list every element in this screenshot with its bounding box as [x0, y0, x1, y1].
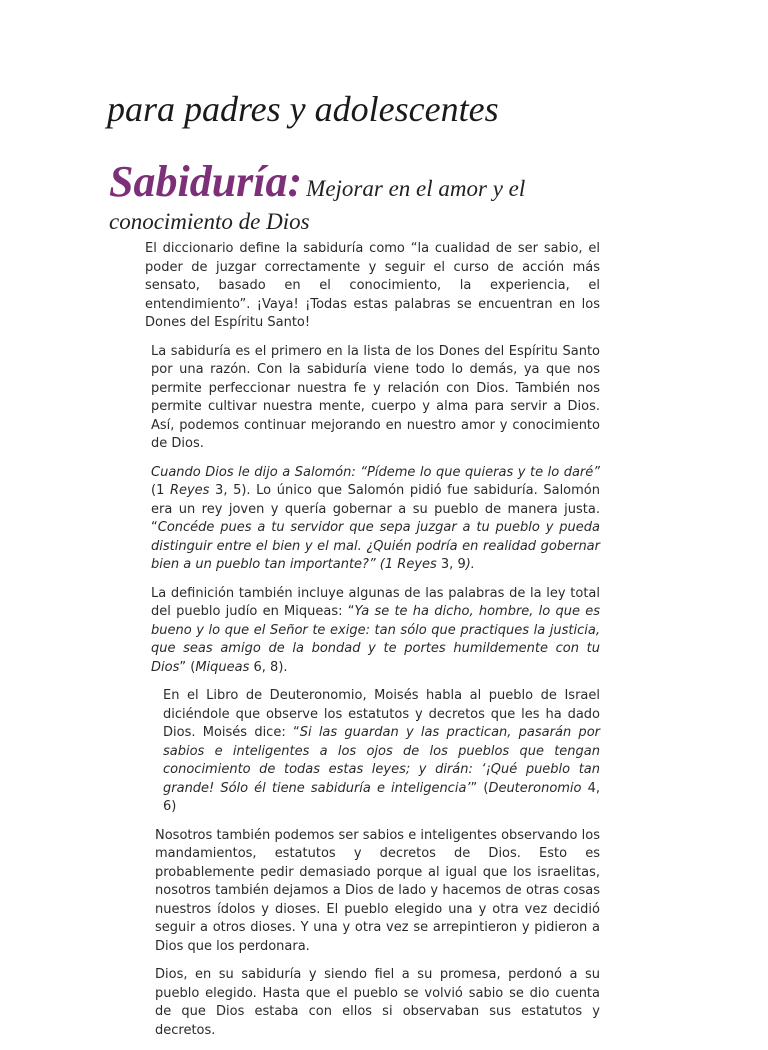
p5-quote: Si las guardan y las practican, pasarán por sabios e inteligentes a los ojos de los pueblos que tengan conocimiento de todas estas leyes; y dirán: ‘¡Qué pueblo tan grande! Sólo él tiene sabiduría e inteligencia’ [163, 725, 600, 796]
paragraph-3 [145, 464, 600, 575]
p3-text: 3, 5). Lo único que Salomón pidió fue sabiduría. Salomón era un rey joven y quería gobernar a su pueblo de manera justa. “ [151, 483, 600, 535]
p5-book: Deuteronomio [488, 780, 582, 796]
paragraph-2: La sabiduría es el primero en la lista de los Dones del Espíritu Santo por una razón. Con la sabiduría viene todo lo demás, ya que nos permite perfeccionar nuestra fe y relación con Dios. También nos permite cultivar nuestra mente, cuerpo y alma para servir a Dios. Así, podemos continuar mejorando en nuestro amor y conocimiento de Dios. [151, 343, 600, 451]
title-sub-line2: conocimiento de Dios [109, 209, 310, 234]
title-block [109, 156, 629, 237]
paragraph-4 [145, 585, 600, 678]
header-subtitle: para padres y adolescentes [107, 89, 499, 129]
p5-ref-open: ” ( [470, 780, 489, 796]
title-sub-line1: Mejorar en el amor y el [306, 176, 526, 201]
p3-book: Reyes [169, 483, 210, 498]
p4-text: La definición también incluye algunas de las palabras de la ley total del pueblo judío en Miqueas: “ [151, 585, 600, 619]
p3-ref-2: 3, 9 [436, 557, 466, 572]
paragraph-6: Nosotros también podemos ser sabios e inteligentes observando los mandamientos, estatutos y decretos de Dios. Esto es probablemente pedir demasiado porque al igual que los israelitas, nosotros también dejamos a Dios de lado y hacemos de otras cosas nuestros ídolos y dioses. El pueblo elegido una y otra vez decidió seguir a otros dioses. Y una y otra vez se arrepintieron y pidieron a Dios que los perdonara. [155, 827, 600, 954]
p4-ref-open: ” ( [179, 659, 196, 675]
p4-quote: Ya se te ha dicho, hombre, lo que es bueno y lo que el Señor te exige: tan sólo que practiques la justicia, que seas amigo de la bondad y te portes humildemente con tu Dios [151, 604, 600, 675]
p4-book: Miqueas [195, 659, 250, 675]
p4-ref: 6, 8). [249, 659, 288, 675]
body-text [145, 240, 600, 1050]
p3-ref-open: (1 [151, 483, 170, 498]
p3-quote-2: Concéde pues a tu servidor que sepa juzgar a tu pueblo y pueda distinguir entre el bien y el mal. ¿Quién podría en realidad gobernar bien a un pueblo tan importante?” (1 Reyes [151, 520, 600, 572]
paragraph-7: Dios, en su sabiduría y siendo fiel a su promesa, perdonó a su pueblo elegido. Hasta que el pueblo se volvió sabio se dio cuenta de que Dios estaba con ellos si observaban sus estatutos y decretos. [155, 967, 600, 1038]
p5-text: En el Libro de Deuteronomio, Moisés habla al pueblo de Israel diciéndole que observe los estatutos y decretos que les ha dado Dios. Moisés dice: “ [163, 688, 600, 740]
paragraph-1: El diccionario define la sabiduría como “la cualidad de ser sabio, el poder de juzgar correctamente y seguir el curso de acción más sensato, basado en el conocimiento, la experiencia, el entendimiento”. ¡Vaya! ¡Todas estas palabras se encuentran en los Dones del Espíritu Santo! [145, 241, 600, 330]
p3-quote: Cuando Dios le dijo a Salomón: “Pídeme lo que quieras y te lo daré” [151, 464, 600, 480]
paragraph-5 [145, 687, 600, 817]
p5-ref: 4, 6) [163, 780, 600, 814]
p3-close: ). [465, 557, 475, 572]
title-main: Sabiduría: [109, 157, 303, 206]
